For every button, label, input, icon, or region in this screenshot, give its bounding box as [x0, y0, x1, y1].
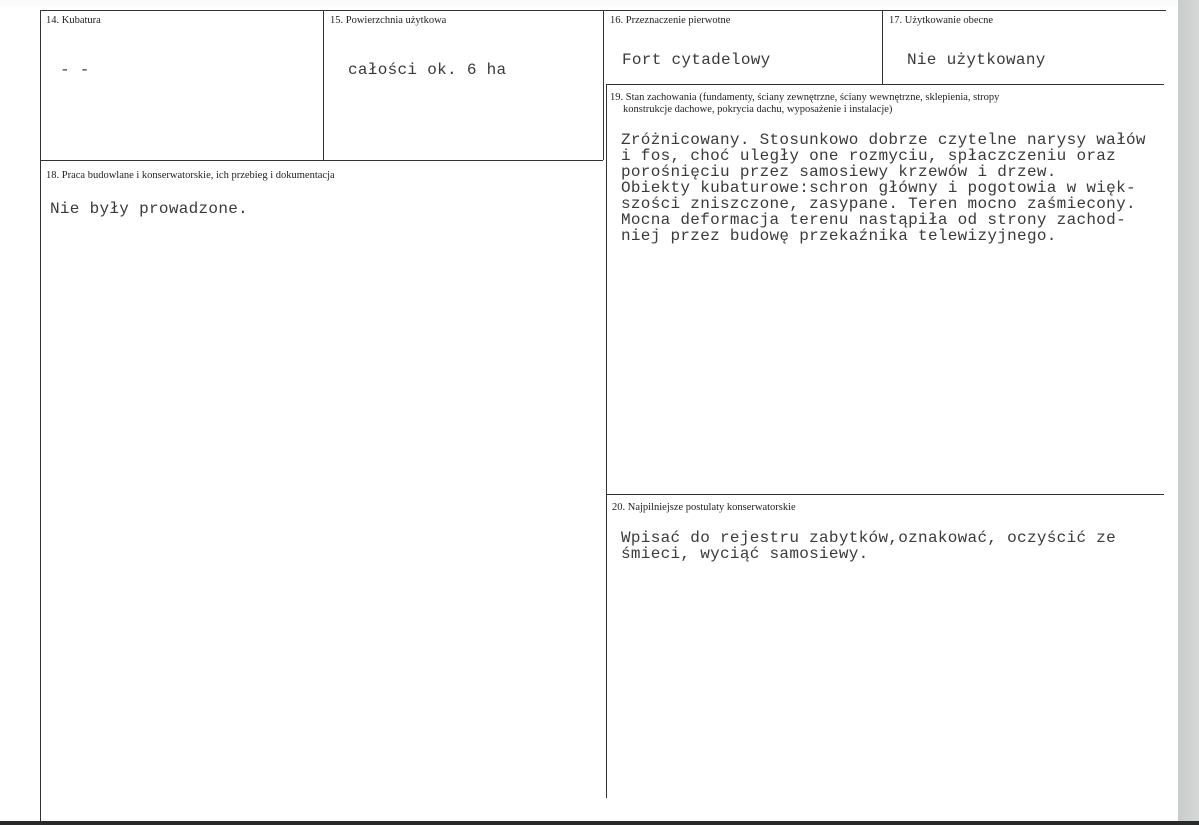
- field-19-line: Obiekty kubaturowe:schron główny i pogotowia w więk-: [621, 179, 1136, 197]
- field-20-line: śmieci, wyciąć samosiewy.: [621, 545, 869, 563]
- field-18-label: 18. Praca budowlane i konserwatorskie, ich przebieg i dokumentacja: [46, 170, 335, 181]
- divider-16-17: [882, 10, 883, 84]
- divider-above-20: [606, 494, 1164, 495]
- field-19-line: niej przez budowę przekaźnika telewizyjnego.: [621, 227, 1057, 245]
- field-19-line: Mocna deformacja terenu nastąpiła od strony zachod-: [621, 211, 1126, 229]
- divider-above-18: [40, 160, 603, 161]
- scan-bottom-edge: [0, 821, 1199, 825]
- divider-15-16: [603, 10, 604, 160]
- field-18-value: Nie były prowadzone.: [50, 200, 249, 218]
- field-14-value: - -: [60, 61, 90, 79]
- field-19-label-line2: konstrukcje dachowe, pokrycia dachu, wyposażenie i instalacje): [623, 104, 893, 115]
- field-17-label: 17. Użytkowanie obecne: [889, 15, 994, 26]
- card-top-edge: [0, 0, 1199, 6]
- field-19-label-line1: 19. Stan zachowania (fundamenty, ściany zewnętrzne, ściany wewnętrzne, sklepienia, stropy: [610, 92, 1000, 103]
- field-19-line: porośnięciu przez samosiewy krzewów i drzew.: [621, 163, 1057, 181]
- field-16-value: Fort cytadelowy: [622, 51, 771, 69]
- left-border: [40, 10, 41, 821]
- field-17-value: Nie użytkowany: [907, 51, 1046, 69]
- field-20-label: 20. Najpilniejsze postulaty konserwatorskie: [612, 502, 796, 513]
- field-19-line: szości zniszczone, zasypane. Teren mocno zaśmiecony.: [621, 195, 1136, 213]
- divider-left-right: [606, 84, 607, 798]
- scan-right-edge: [1178, 0, 1199, 825]
- field-19-line: Zróżnicowany. Stosunkowo dobrze czytelne narysy wałów: [621, 131, 1146, 149]
- field-19-text: [621, 132, 1146, 244]
- field-15-label: 15. Powierzchnia użytkowa: [330, 15, 447, 26]
- field-16-label: 16. Przeznaczenie pierwotne: [610, 15, 731, 26]
- field-19-line: i fos, choć uległy one rozmyciu, spłaczczeniu oraz: [621, 147, 1117, 165]
- field-15-value: całości ok. 6 ha: [348, 61, 507, 79]
- divider-14-15: [323, 10, 324, 160]
- divider-above-19: [606, 84, 1164, 85]
- field-20-text: [621, 530, 1116, 562]
- field-20-line: Wpisać do rejestru zabytków,oznakować, oczyścić ze: [621, 529, 1117, 547]
- field-14-label: 14. Kubatura: [46, 15, 101, 26]
